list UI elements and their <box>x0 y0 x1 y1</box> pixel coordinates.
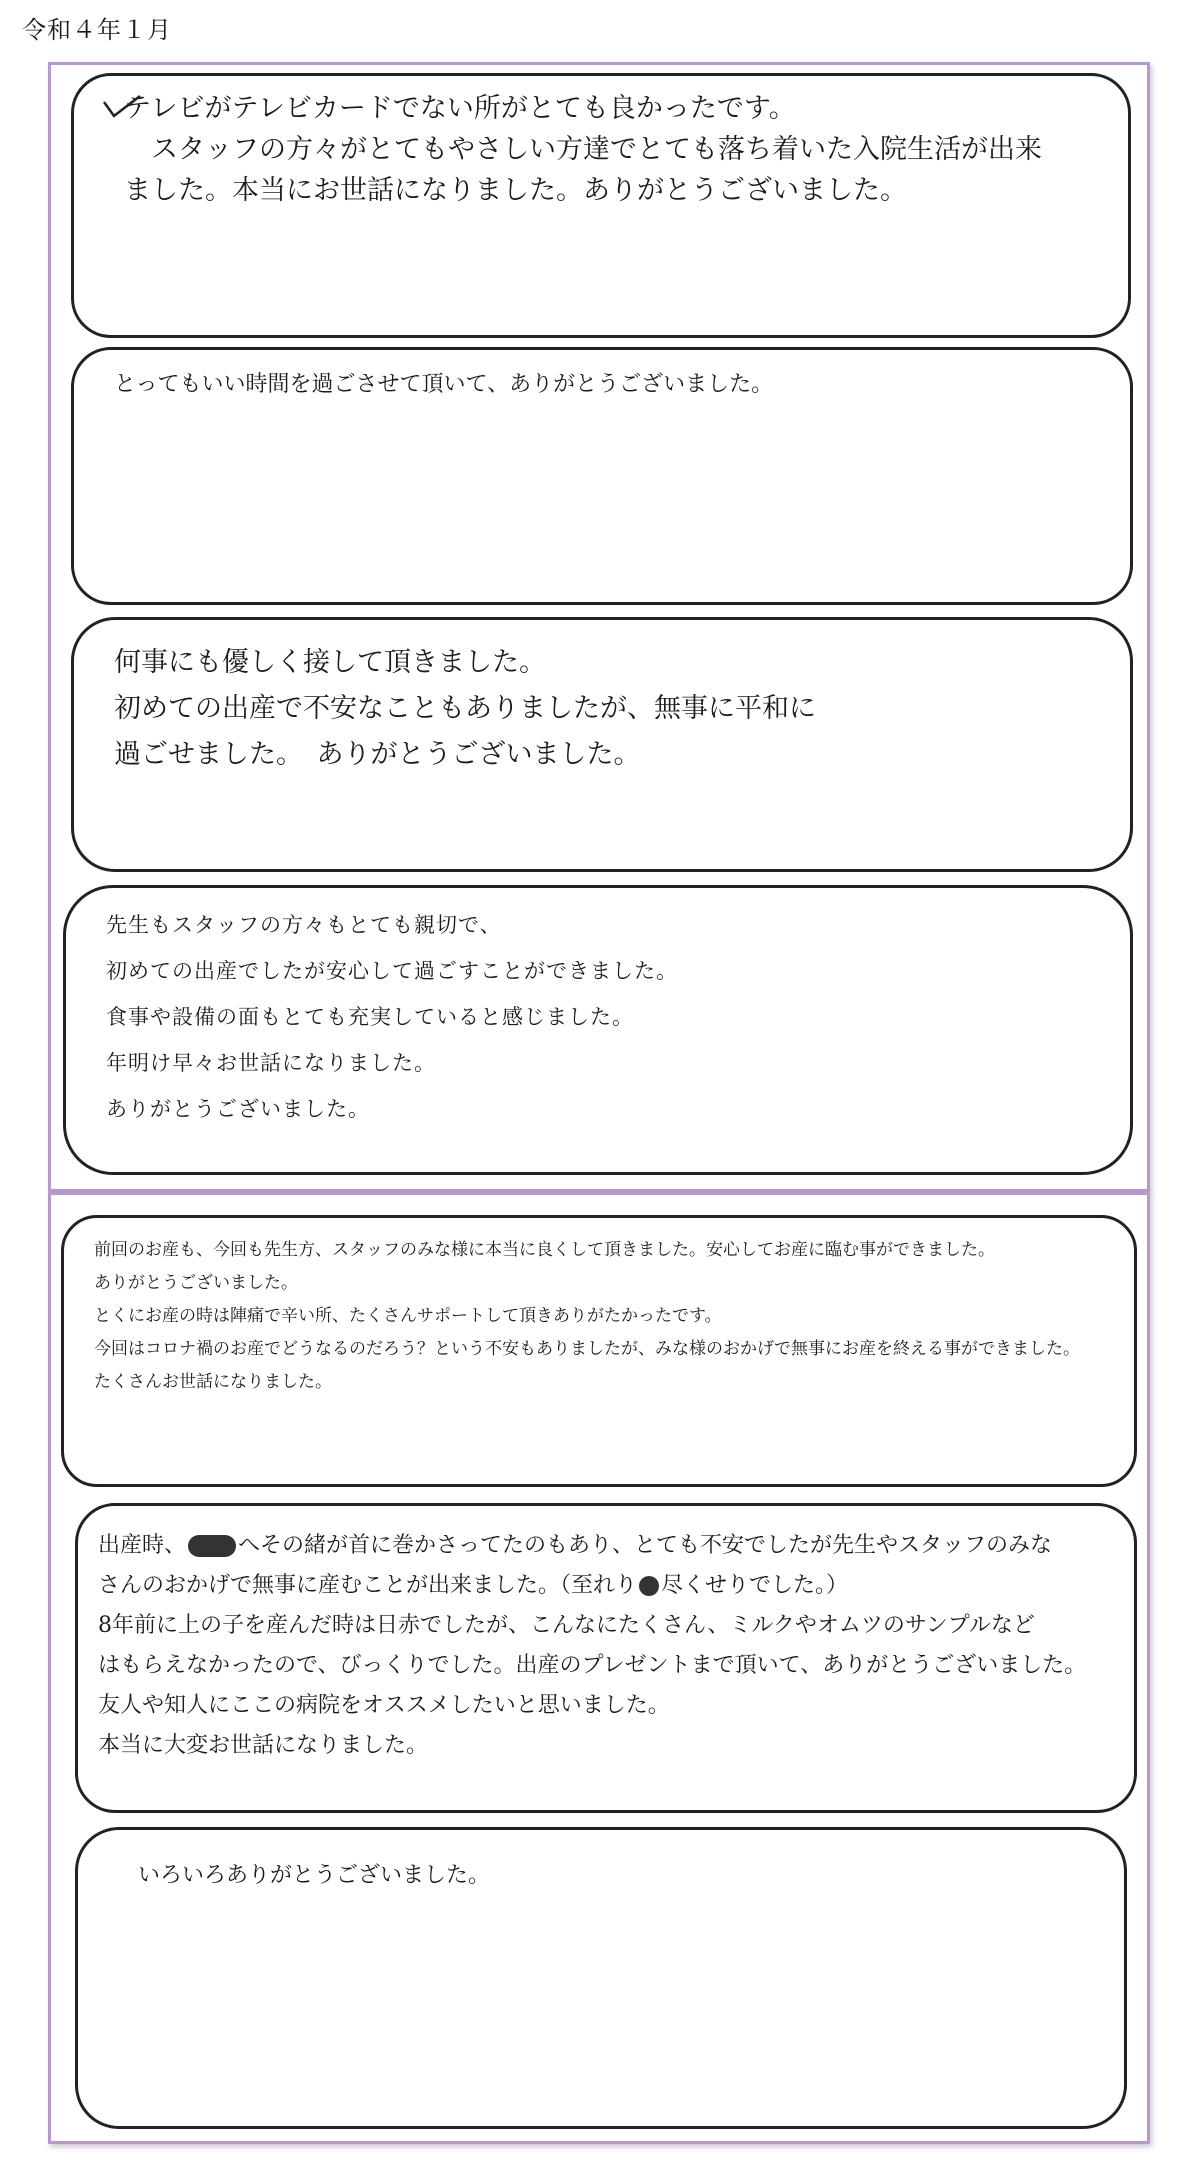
comment-line: たくさんお世話になりました。 <box>94 1372 332 1392</box>
comment-card-4 <box>63 885 1133 1175</box>
comment-line <box>98 1566 1114 1606</box>
comment-card-1 <box>71 73 1131 338</box>
comment-line: 食事や設備の面もとても充実していると感じました。 <box>106 1005 634 1029</box>
comment-line: ありがとうございました。 <box>94 1273 298 1293</box>
comment-text: へその緒が首に巻かさってたのもあり、とても不安でしたが先生やスタッフのみな <box>238 1533 1053 1558</box>
comment-line <box>98 1526 1114 1566</box>
comment-line: 過ごせました。 ありがとうございました。 <box>114 739 641 770</box>
survey-sheet-1 <box>48 62 1150 1192</box>
comment-line: 年明け早々お世話になりました。 <box>106 1051 436 1075</box>
redaction-mark <box>188 1535 236 1557</box>
comment-card-3 <box>71 617 1133 872</box>
comment-line: ありがとうございました。 <box>106 1097 370 1121</box>
comment-card-5 <box>61 1215 1137 1487</box>
check-mark-icon <box>102 94 142 122</box>
comment-line: スタッフの方々がとてもやさしい方達でとても落ち着いた入院生活が出来 <box>124 134 1042 165</box>
comment-line: 先生もスタッフの方々もとても親切で、 <box>106 913 502 937</box>
comment-line: テレビがテレビカードでない所がとても良かったです。 <box>124 93 796 124</box>
comment-line: はもらえなかったので、びっくりでした。出産のプレゼントまで頂いて、ありがとうございました。 <box>98 1653 1087 1678</box>
comment-line: ました。本当にお世話になりました。ありがとうございました。 <box>124 175 907 206</box>
comment-text: 出産時、 <box>98 1533 187 1558</box>
comment-line: 今回はコロナ禍のお産でどうなるのだろう？という不安もありましたが、みな様のおかげで無事にお産を終える事ができました。 <box>94 1339 1080 1359</box>
comment-card-2 <box>71 347 1133 605</box>
comment-line: とくにお産の時は陣痛で辛い所、たくさんサポートして頂きありがたかったです。 <box>94 1306 722 1326</box>
comment-line: 前回のお産も、今回も先生方、スタッフのみな様に本当に良くして頂きました。安心してお産に臨む事ができました。 <box>94 1240 995 1260</box>
survey-sheet-2 <box>48 1192 1150 2144</box>
redaction-mark <box>639 1576 659 1596</box>
comment-line: 本当に大変お世話になりました。 <box>98 1733 429 1758</box>
comment-line: 8年前に上の子を産んだ時は日赤でしたが、こんなにたくさん、ミルクやオムツのサンプルなど <box>98 1613 1035 1638</box>
comment-line: 初めての出産でしたが安心して過ごすことができました。 <box>106 959 678 983</box>
comment-line: 友人や知人にここの病院をオススメしたいと思いました。 <box>98 1693 670 1718</box>
comment-card-6 <box>75 1503 1137 1813</box>
page-date-heading: 令和４年１月 <box>22 16 172 44</box>
comment-card-7 <box>75 1827 1127 2129</box>
comment-text: 尽くせりでした。） <box>661 1573 849 1598</box>
comment-line: とってもいい時間を過ごさせて頂いて、ありがとうございました。 <box>114 372 774 397</box>
comment-line: いろいろありがとうございました。 <box>138 1863 491 1888</box>
comment-line: 何事にも優しく接して頂きました。 <box>114 647 546 678</box>
comment-line: 初めての出産で不安なこともありましたが、無事に平和に <box>114 693 816 724</box>
comment-text: さんのおかげで無事に産むことが出来ました。（至れり <box>98 1573 638 1598</box>
